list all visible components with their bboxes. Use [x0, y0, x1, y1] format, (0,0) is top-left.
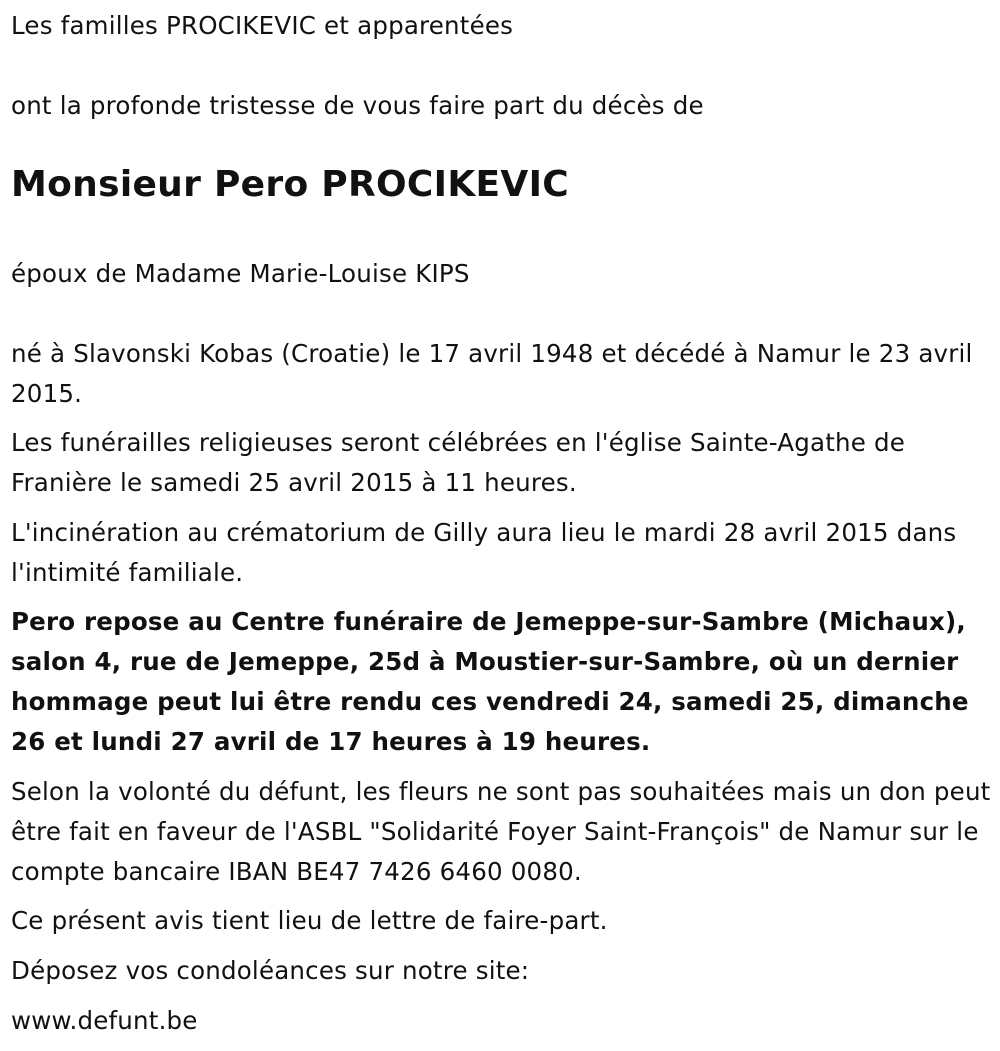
condolences-line: Déposez vos condoléances sur notre site:: [11, 956, 530, 985]
birth-death-paragraph: né à Slavonski Kobas (Croatie) le 17 avril 1948 et décédé à Namur le 23 avril 2015.: [11, 339, 973, 408]
spouse-line: époux de Madame Marie-Louise KIPS: [11, 259, 470, 288]
donation-paragraph: Selon la volonté du défunt, les fleurs ne sont pas souhaitées mais un don peut être fait en faveur de l'ASBL "Solidarité Foyer Saint-François" de Namur sur le compte bancaire IBAN BE47 7426 6460 0080.: [11, 777, 991, 886]
letter-notice-line: Ce présent avis tient lieu de lettre de faire-part.: [11, 906, 608, 935]
viewing-paragraph: Pero repose au Centre funéraire de Jemeppe-sur-Sambre (Michaux), salon 4, rue de Jemeppe, 25d à Moustier-sur-Sambre, où un dernier hommage peut lui être rendu ces vendredi 24, samedi 25, dimanche 26 et lundi 27 avril de 17 heures à 19 heures.: [11, 607, 969, 756]
cremation-paragraph: L'incinération au crématorium de Gilly aura lieu le mardi 28 avril 2015 dans l'intimité familiale.: [11, 518, 957, 587]
deceased-name: Monsieur Pero PROCIKEVIC: [11, 164, 569, 205]
website-link[interactable]: www.defunt.be: [11, 1006, 198, 1035]
funeral-paragraph: Les funérailles religieuses seront célébrées en l'église Sainte-Agathe de Franière le samedi 25 avril 2015 à 11 heures.: [11, 428, 906, 497]
families-line: Les familles PROCIKEVIC et apparentées: [11, 11, 514, 40]
announcement-line: ont la profonde tristesse de vous faire part du décès de: [11, 91, 704, 120]
